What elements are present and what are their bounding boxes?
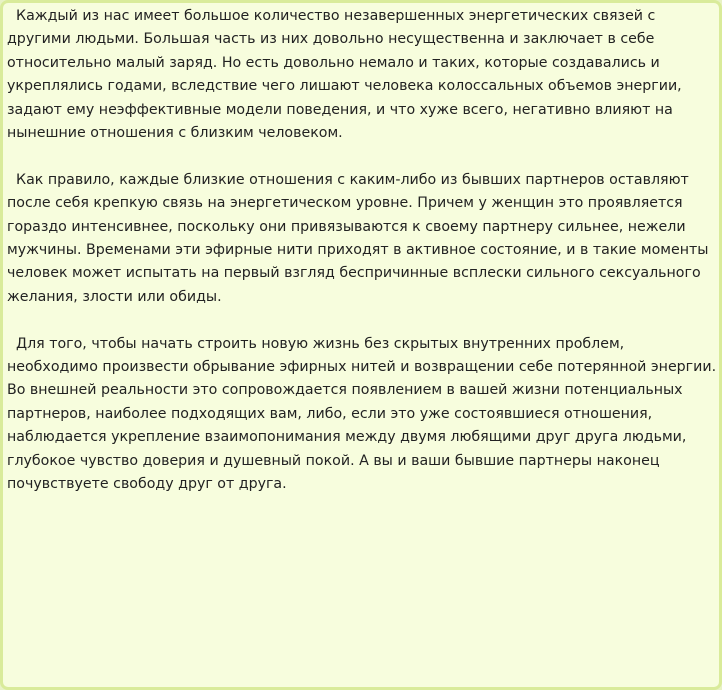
paragraph-3: Для того, чтобы начать строить новую жизнь без скрытых внутренних проблем, необходимо произвести обрывание эфирных нитей и возвращении себе потерянной энергии. Во внешней реальности это сопровождается появлением в вашей жизни потенциальных партнеров, наиболее подходящих вам, либо, если это уже состоявшиеся отношения, наблюдается укрепление взаимопонимания между двумя любящими друг друга людьми, глубокое чувство доверия и душевный покой. А вы и ваши бывшие партнеры наконец почувствуете свободу друг от друга. (7, 335, 721, 493)
paragraph-1: Каждый из нас имеет большое количество незавершенных энергетических связей с другими людьми. Большая часть из них довольно несущественна и заключает в себе относительно малый заряд. Но есть довольно немало и таких, которые создавались и укреплялись годами, вследствие чего лишают человека колоссальных объемов энергии, задают ему неэффективные модели поведения, и что хуже всего, негативно влияют на нынешние отношения с близким человеком. (7, 8, 687, 142)
paragraph-2: Как правило, каждые близкие отношения с каким-либо из бывших партнеров оставляют после себя крепкую связь на энергетическом уровне. Причем у женщин это проявляется гораздо интенсивнее, поскольку они привязываются к своему партнеру сильнее, нежели мужчины. Временами эти эфирные нити приходят в активное состояние, и в такие моменты человек может испытать на первый взгляд беспричинные всплески сильного сексуального желания, злости или обиды. (7, 171, 713, 305)
article-body (7, 5, 719, 520)
